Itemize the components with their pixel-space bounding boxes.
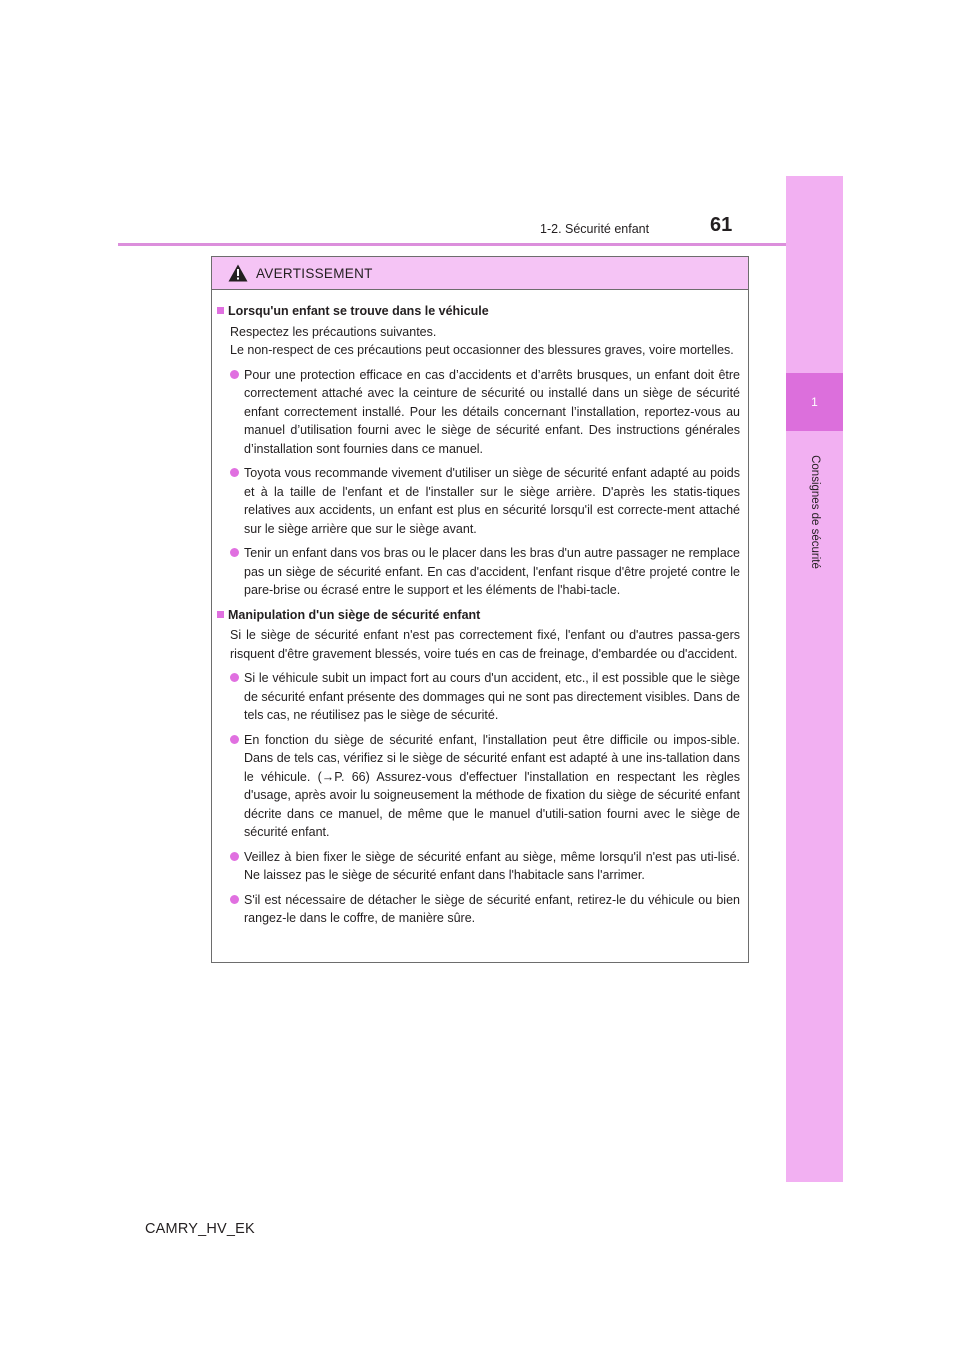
circle-bullet-icon (230, 852, 239, 861)
section-heading (216, 606, 740, 625)
chapter-label-text: Consignes de sécurité (808, 455, 821, 569)
chapter-number: 1 (786, 373, 843, 431)
warning-title: AVERTISSEMENT (256, 265, 373, 281)
warning-header (212, 257, 748, 290)
section-heading (216, 302, 740, 321)
header-divider (118, 243, 786, 246)
model-code: CAMRY_HV_EK (145, 1221, 255, 1237)
list-item-text: Pour une protection efficace en cas d’accidents et d’arrêts brusques, un enfant doit être correctement attaché avec la ceinture de sécurité ou installé dans un siège de sécurité enfant correctement installé. Pour les détails concernant l’installation, reportez-vous au manuel d’utilisation fourni avec le siège de sécurité enfant. Des instructions générales d’installation sont fournies dans ce manuel. (244, 367, 740, 456)
page-number: 61 (710, 214, 733, 236)
square-bullet-icon (217, 611, 224, 618)
list-item-text: Veillez à bien fixer le siège de sécurité enfant au siège, même lorsqu'il n'est pas uti-lisé. Ne laissez pas le siège de sécurité enfant dans l'habitacle sans l'arrimer. (244, 849, 740, 882)
list-item (216, 731, 740, 842)
list-item (216, 544, 740, 600)
list-item-text: S'il est nécessaire de détacher le siège de sécurité enfant, retirez-le du véhicule ou bien rangez-le dans le coffre, de manière sûre. (244, 892, 740, 925)
list-item (216, 464, 740, 538)
list-item-text: Si le véhicule subit un impact fort au cours d'un accident, etc., il est possible que le siège de sécurité enfant présente des dommages qui ne sont pas directement visibles. Dans de tels cas, ne réutilisez pas le siège de sécurité. (244, 671, 740, 722)
list-item-text: Tenir un enfant dans vos bras ou le placer dans les bras d'un autre passager ne remplace pas un siège de sécurité enfant. En cas d'accident, l'enfant risque d'être projeté contre le pare-brise ou écrasé entre le support et les éléments de l'habi-tacle. (244, 546, 740, 597)
square-bullet-icon (217, 307, 224, 314)
circle-bullet-icon (230, 370, 239, 379)
section-intro: Si le siège de sécurité enfant n'est pas correctement fixé, l'enfant ou d'autres passa-gers risquent d'être gravement blessés, voire tués en cas de freinage, d'embardée ou d'accident. (230, 628, 740, 661)
section-title: 1-2. Sécurité enfant (540, 222, 650, 236)
chapter-side-tab (786, 176, 843, 1182)
list-item-text: Toyota vous recommande vivement d'utiliser un siège de sécurité enfant adapté au poids et à la taille de l'enfant et de l'installer sur le siège arrière. D'après les statis-tiques relatives aux accidents, un enfant est plus en sécurité lorsqu'il est correcte-ment attaché sur le siège arrière que sur le siège avant. (244, 466, 740, 536)
list-item (216, 366, 740, 459)
warning-triangle-icon (228, 264, 248, 282)
chapter-label (786, 436, 843, 588)
circle-bullet-icon (230, 673, 239, 682)
list-item (216, 669, 740, 725)
circle-bullet-icon (230, 895, 239, 904)
section-intro: Respectez les précautions suivantes. Le non-respect de ces précautions peut occasionner des blessures graves, voire mortelles. (230, 324, 734, 357)
list-item-text: En fonction du siège de sécurité enfant, l'installation peut être difficile ou impos-sible. Dans de tels cas, vérifiez si le siège de sécurité enfant est adapté à une ins-tallation dans le véhicule. (→P. 66) Assurez-vous d'effectuer l'installation en respectant les règles d'usage, après avoir lu soigneusement la méthode de fixation du siège de sécurité enfant décrite dans ce manuel, de même que le manuel d'utili-sation fourni avec le siège de sécurité enfant. (244, 732, 740, 839)
circle-bullet-icon (230, 548, 239, 557)
warning-body (212, 290, 748, 928)
list-item (216, 891, 740, 928)
list-item (216, 848, 740, 885)
section-heading-text: Manipulation d'un siège de sécurité enfant (228, 607, 481, 622)
section-heading-text: Lorsqu'un enfant se trouve dans le véhicule (228, 304, 489, 318)
warning-box (211, 256, 749, 963)
circle-bullet-icon (230, 735, 239, 744)
circle-bullet-icon (230, 468, 239, 477)
